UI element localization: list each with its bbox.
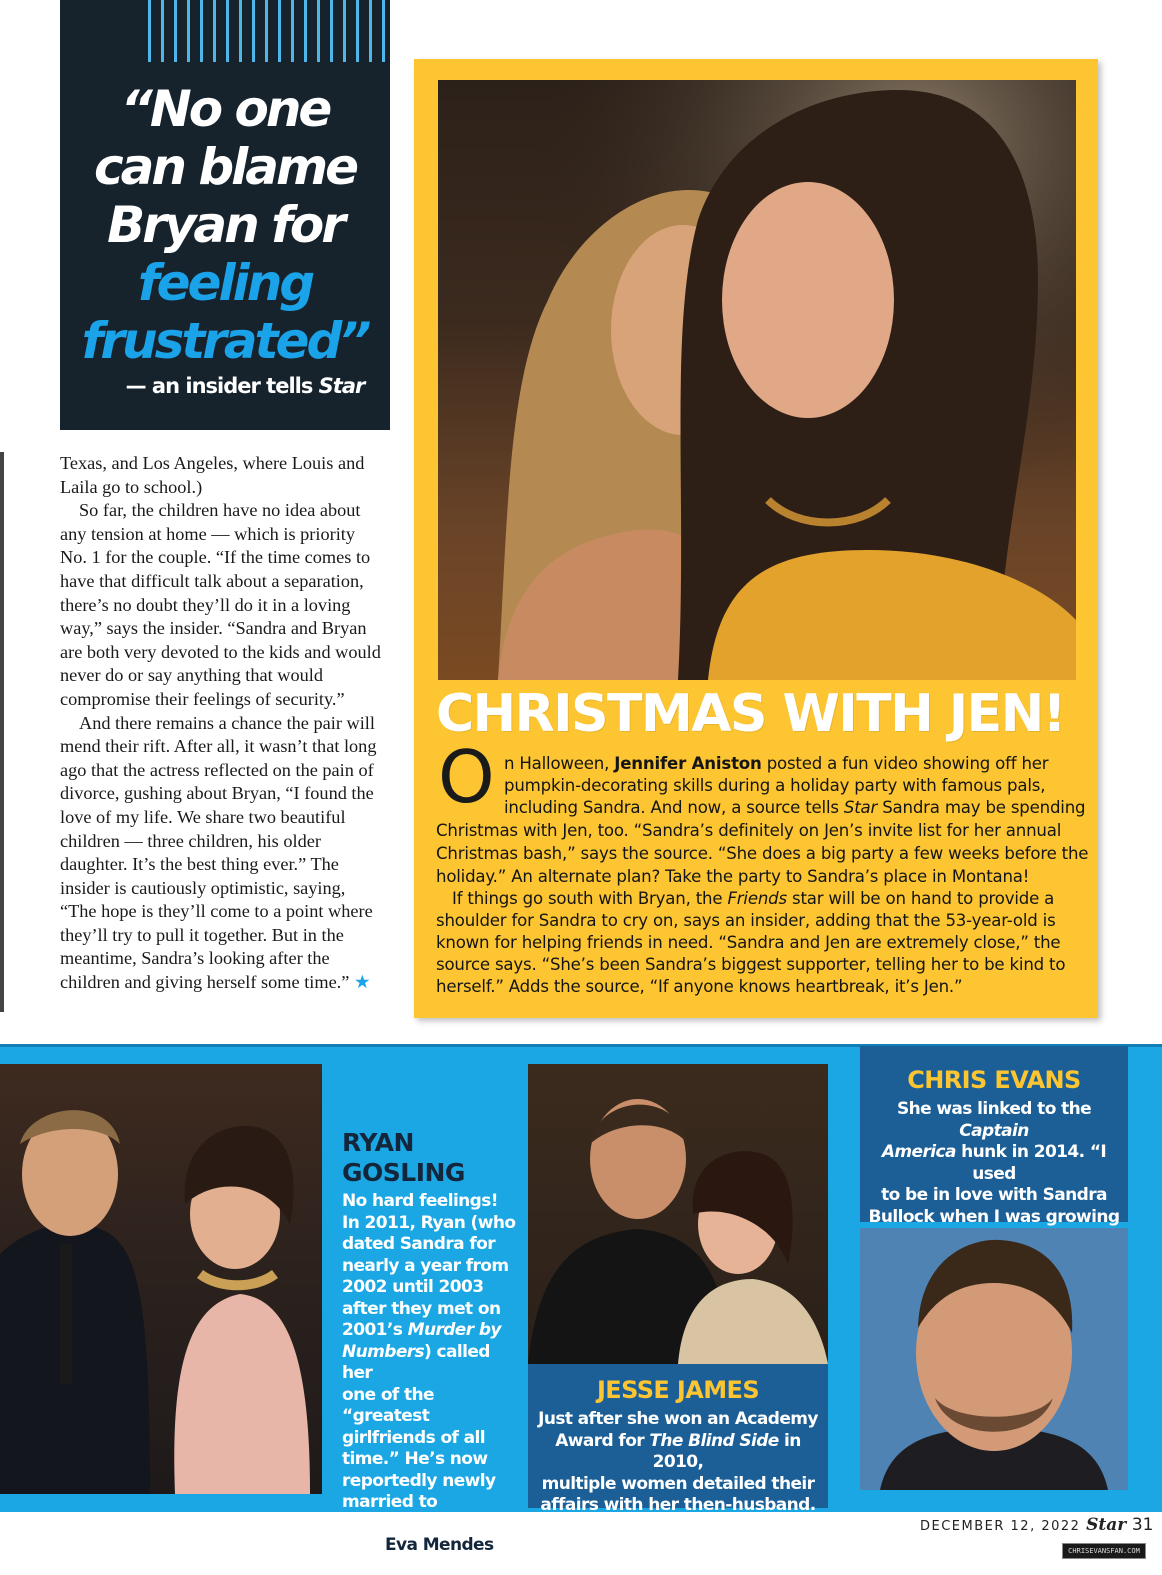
- photo-illustration: [528, 1064, 828, 1364]
- photo-illustration: [438, 80, 1076, 680]
- caption-line: 2001’s: [342, 1320, 408, 1340]
- pull-quote-line: Bryan for: [107, 196, 343, 254]
- magazine-name: Star: [843, 798, 878, 817]
- pull-quote-line: “No one: [120, 80, 330, 138]
- body-paragraph-text: And there remains a chance the pair will mend their rift. After all, it wasn’t that long ago that the actress reflected on the pain of divorce, gushing about Bryan, “I found the love of my life. We share two beautiful children — three children, his older daughter. It’s the best thing ever.” The insider is cautiously optimistic, saying, “The hope is they’ll come to a point where they’ll try to pull it together. But in the meantime, Sandra’s looking after the children and giving herself some time.”: [60, 712, 377, 993]
- caption-line: ) called her: [342, 1341, 490, 1383]
- text-span: Sandra may be spending: [877, 798, 1086, 817]
- ryan-caption: [342, 1191, 522, 1557]
- film-title: Murder by: [407, 1320, 501, 1340]
- issue-date: DECEMBER 12, 2022: [920, 1519, 1081, 1534]
- text-span: star will be on hand to provide a: [786, 889, 1055, 908]
- film-title: The Blind Side: [649, 1430, 779, 1451]
- star-icon: ★: [353, 972, 371, 993]
- caption-line: to be in love with Sandra: [881, 1185, 1107, 1205]
- film-title: Captain: [959, 1120, 1029, 1141]
- text-span: posted a fun video showing off her: [761, 754, 1049, 773]
- sidebar-text-line: shoulder for Sandra to cry on, says an insider, adding that the 53-year-old is: [436, 911, 1056, 930]
- pull-quote-attribution: [60, 374, 390, 398]
- photo-illustration: [0, 1064, 322, 1494]
- attribution-magazine: Star: [318, 374, 365, 398]
- text-span: n Halloween,: [504, 754, 615, 773]
- caption-line: love: [342, 1535, 386, 1555]
- show-name: Friends: [727, 889, 787, 908]
- jesse-title: JESSE JAMES: [596, 1376, 760, 1404]
- caption-line: girlfriends of all: [342, 1427, 485, 1448]
- sidebar-text-line: herself.” Adds the source, “If anyone knows heartbreak, it’s Jen.”: [436, 977, 963, 996]
- page-number: 31: [1131, 1515, 1154, 1535]
- caption-line: multiple women detailed their: [541, 1473, 815, 1494]
- film-title: Numbers: [342, 1341, 425, 1362]
- sidebar-headline: CHRISTMAS WITH JEN!: [436, 684, 1065, 744]
- caption-line: married to longtime: [342, 1492, 438, 1534]
- ryan-title: [342, 1128, 465, 1188]
- caption-line: after they met on: [342, 1298, 501, 1319]
- caption-line: dated Sandra for: [342, 1234, 496, 1254]
- sidebar-text-line: known for helping friends in need. “Sandra and Jen are extremely close,” the: [436, 933, 1061, 952]
- caption-line: 2002 until 2003: [342, 1277, 484, 1297]
- caption-line: time.” He’s now: [342, 1449, 488, 1469]
- body-paragraph: So far, the children have no idea about any tension at home — which is priority No. 1 for the couple. “If the time comes to have that difficult talk about a separation, there’s no doubt they’ll do it in a loving way,” says the insider. “Sandra and Bryan are both very devoted to the kids and would never do or say anything that would compromise their feelings of security.”: [60, 500, 381, 709]
- pull-quote-highlight: frustrated”: [81, 312, 369, 370]
- sidebar-text-line: holiday.” An alternate plan? Take the party to Sandra’s place in Montana!: [436, 867, 1030, 886]
- photo-illustration: [860, 1228, 1128, 1490]
- article-body: [60, 452, 386, 995]
- title-line: GOSLING: [342, 1158, 465, 1187]
- text-span: If things go south with Bryan, the: [452, 889, 728, 908]
- name-eva-mendes: Eva Mendes: [385, 1535, 494, 1555]
- caption-line: one of the “greatest: [342, 1384, 434, 1426]
- caption-line: Bullock when I was growing: [868, 1206, 1120, 1227]
- pull-quote: [60, 80, 390, 370]
- name-jennifer-aniston: Jennifer Aniston: [614, 754, 762, 773]
- pull-quote-box: [60, 0, 390, 430]
- sidebar-text-line: Christmas bash,” says the source. “She does a big party a few weeks before the: [436, 844, 1089, 863]
- decorative-stripes: [148, 0, 390, 62]
- photo-ryan-and-sandra: [0, 1064, 322, 1494]
- photo-chris-evans: [860, 1228, 1128, 1490]
- caption-line: .: [493, 1535, 500, 1555]
- title-line: RYAN: [342, 1128, 414, 1157]
- sidebar-text-line: [504, 798, 1149, 818]
- caption-line: hunk in 2014. “I used: [955, 1142, 1107, 1184]
- pull-quote-highlight: feeling: [137, 254, 313, 312]
- caption-line: She was linked to the: [896, 1099, 1092, 1119]
- sidebar-text-line: pumpkin-decorating skills during a holiday party with famous pals,: [504, 776, 1046, 795]
- caption-line: in 2010,: [652, 1430, 801, 1472]
- jesse-caption: [528, 1409, 828, 1517]
- caption-line: Just after she won an Academy: [538, 1409, 818, 1429]
- caption-line: affairs with her then-husband.: [540, 1495, 816, 1515]
- chris-title: CHRIS EVANS: [907, 1066, 1081, 1094]
- caption-line: reportedly newly: [342, 1470, 496, 1491]
- pull-quote-line: can blame: [93, 138, 357, 196]
- sidebar-text-line: [452, 889, 1097, 909]
- caption-line: Award for: [555, 1430, 650, 1451]
- photo-jen-and-sandra: [438, 80, 1076, 680]
- drop-cap: O: [438, 735, 495, 819]
- caption-line: In 2011, Ryan (who: [342, 1212, 516, 1233]
- sidebar-text-line: source says. “She’s been Sandra’s biggest supporter, telling her to be kind to: [436, 955, 1066, 974]
- sidebar-text-line: [504, 754, 1149, 774]
- film-title: America: [881, 1142, 956, 1162]
- attribution-text: — an insider tells: [125, 374, 319, 398]
- page-footer: [920, 1515, 1153, 1535]
- body-paragraph: Texas, and Los Angeles, where Louis and Laila go to school.): [60, 453, 365, 497]
- photo-jesse-and-sandra: [528, 1064, 828, 1364]
- text-span: including Sandra. And now, a source tells: [504, 798, 844, 817]
- caption-line: No hard feelings!: [342, 1191, 498, 1211]
- caption-line: nearly a year from: [342, 1255, 509, 1276]
- watermark: CHRISEVANSFAN.COM: [1062, 1543, 1146, 1559]
- magazine-name: Star: [1086, 1515, 1127, 1535]
- sidebar-text-line: Christmas with Jen, too. “Sandra’s definitely on Jen’s invite list for her annual: [436, 821, 1062, 840]
- page-edge-shadow: [0, 452, 4, 1012]
- body-paragraph: [60, 712, 386, 995]
